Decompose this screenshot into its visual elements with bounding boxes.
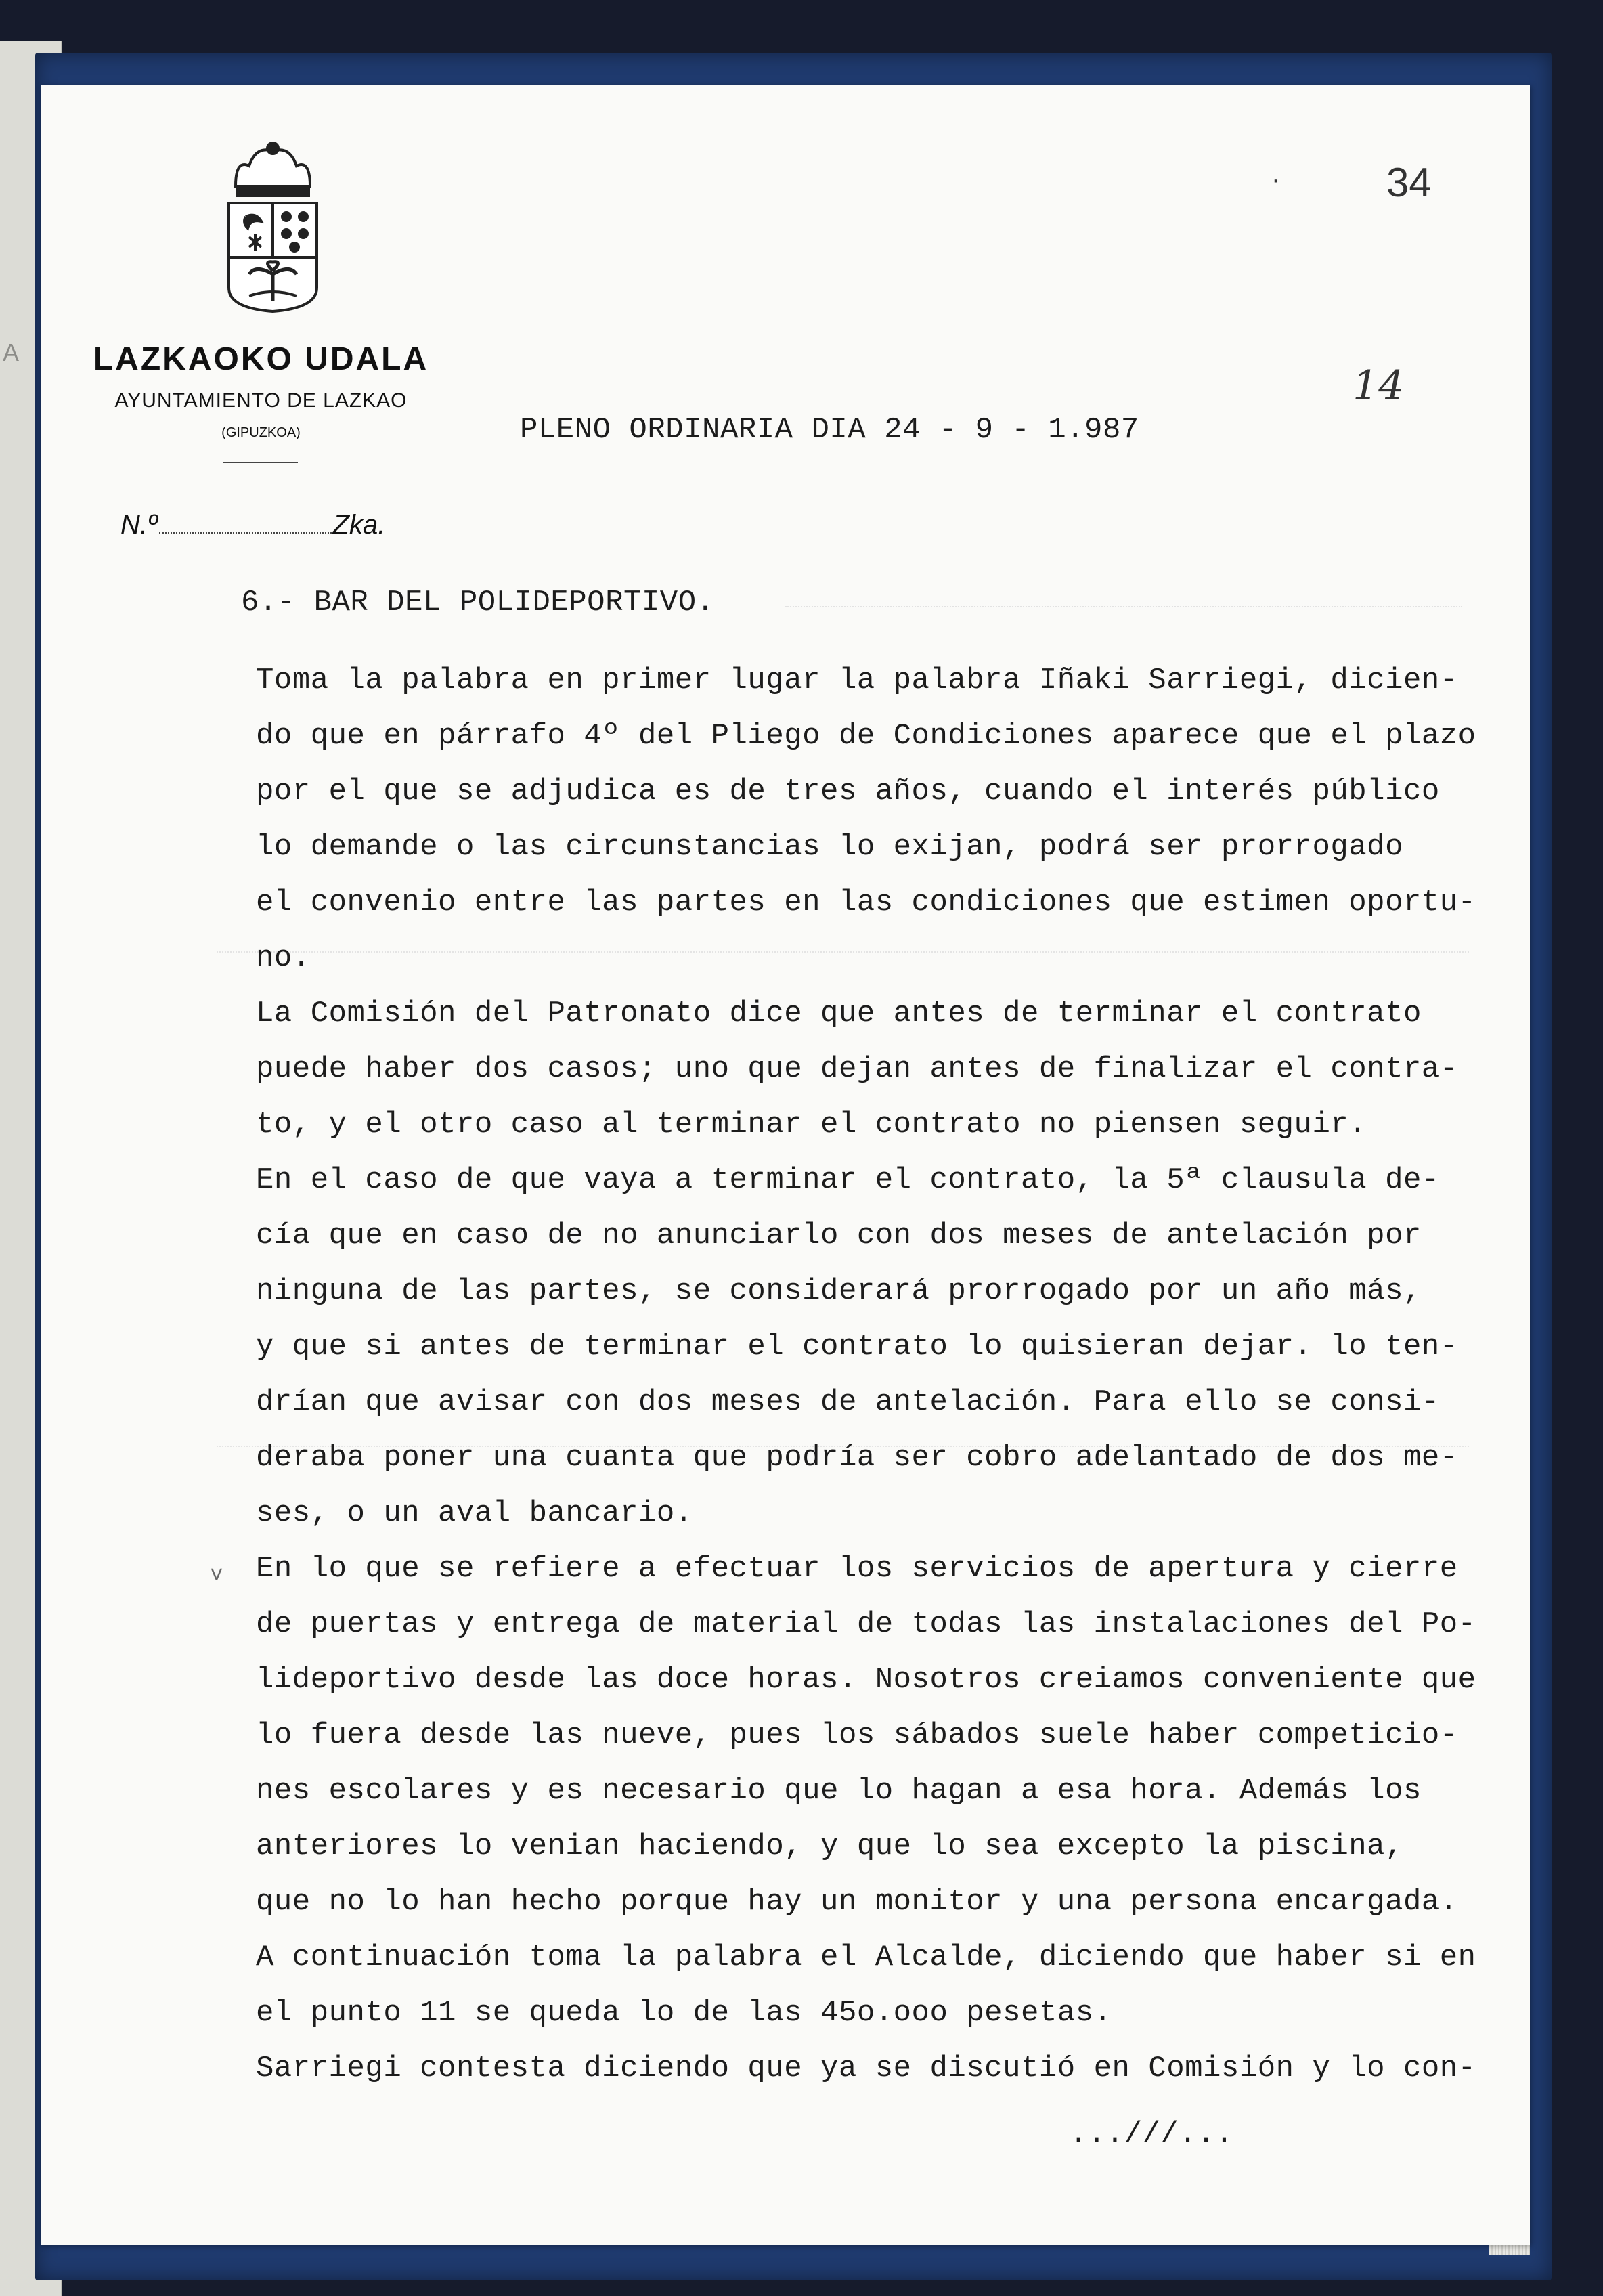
org-subtitle: AYUNTAMIENTO DE LAZKAO <box>114 389 408 412</box>
body-line: Sarriegi contesta diciendo que ya se discutió en Comisión y lo con- <box>256 2052 1476 2085</box>
body-line: no. <box>256 941 311 975</box>
body-line: que no lo han hecho porque hay un monitor y una persona encargada. <box>256 1885 1458 1919</box>
body-line: por el que se adjudica es de tres años, cuando el interés público <box>256 775 1440 808</box>
body-line: puede haber dos casos; uno que dejan antes de finalizar el contra- <box>256 1052 1458 1086</box>
body-line: ses, o un aval bancario. <box>256 1496 693 1530</box>
number-label: N.º <box>120 510 158 540</box>
body-line: lo fuera desde las nueve, pues los sábados suele haber competicio- <box>256 1718 1458 1752</box>
margin-tick-mark: ˅ <box>210 1562 223 1588</box>
body-line: cía que en caso de no anunciarlo con dos meses de antelación por <box>256 1219 1422 1253</box>
previous-page-ghost-text: A <box>3 339 20 366</box>
body-line: La Comisión del Patronato dice que antes de terminar el contrato <box>256 997 1422 1031</box>
bleed-through <box>217 951 1469 968</box>
header-rule <box>223 462 298 463</box>
body-line: el convenio entre las partes en las condiciones que estimen oportu- <box>256 886 1476 919</box>
body-line: nes escolares y es necesario que lo hagan a esa hora. Además los <box>256 1774 1422 1808</box>
body-line: y que si antes de terminar el contrato lo quisieran dejar. lo ten- <box>256 1330 1458 1364</box>
body-line: En lo que se refiere a efectuar los servicios de apertura y cierre <box>256 1552 1458 1586</box>
org-province: (GIPUZKOA) <box>221 425 301 440</box>
body-line: ninguna de las partes, se considerará prorrogado por un año más, <box>256 1274 1422 1308</box>
body-line: En el caso de que vaya a terminar el contrato, la 5ª clausula de- <box>256 1163 1440 1197</box>
page-number: 34 <box>1386 160 1432 205</box>
bleed-through <box>785 606 1462 622</box>
body-line: el punto 11 se queda lo de las 45o.ooo pesetas. <box>256 1996 1112 2030</box>
handwritten-note: 14 <box>1353 362 1405 410</box>
body-line: de puertas y entrega de material de todas las instalaciones del Po- <box>256 1607 1476 1641</box>
section-title: 6.- BAR DEL POLIDEPORTIVO. <box>241 586 715 620</box>
body-line: do que en párrafo 4º del Pliego de Condiciones aparece que el plazo <box>256 719 1476 753</box>
record-number-line <box>120 510 385 540</box>
coat-of-arms-icon <box>208 139 337 315</box>
number-suffix: Zka. <box>332 510 386 540</box>
session-title: PLENO ORDINARIA DIA 24 - 9 - 1.987 <box>520 413 1139 447</box>
body-line: to, y el otro caso al terminar el contrato no piensen seguir. <box>256 1108 1367 1142</box>
ink-mark: · <box>1271 165 1281 194</box>
body-line: lideportivo desde las doce horas. Nosotros creiamos conveniente que <box>256 1663 1476 1697</box>
continuation-mark: ...///... <box>1070 2117 1234 2151</box>
body-line: deraba poner una cuanta que podría ser cobro adelantado de dos me- <box>256 1441 1458 1475</box>
org-name: LAZKAOKO UDALA <box>93 341 429 377</box>
body-line: lo demande o las circunstancias lo exijan, podrá ser prorrogado <box>256 830 1403 864</box>
body-line: anteriores lo venian haciendo, y que lo sea excepto la piscina, <box>256 1829 1403 1863</box>
body-line: drían que avisar con dos meses de antelación. Para ello se consi- <box>256 1385 1440 1419</box>
document-page <box>41 85 1530 2245</box>
body-line: Toma la palabra en primer lugar la palabra Iñaki Sarriegi, dicien- <box>256 664 1458 697</box>
body-line: A continuación toma la palabra el Alcalde, diciendo que haber si en <box>256 1941 1476 1974</box>
number-blank <box>159 532 332 534</box>
